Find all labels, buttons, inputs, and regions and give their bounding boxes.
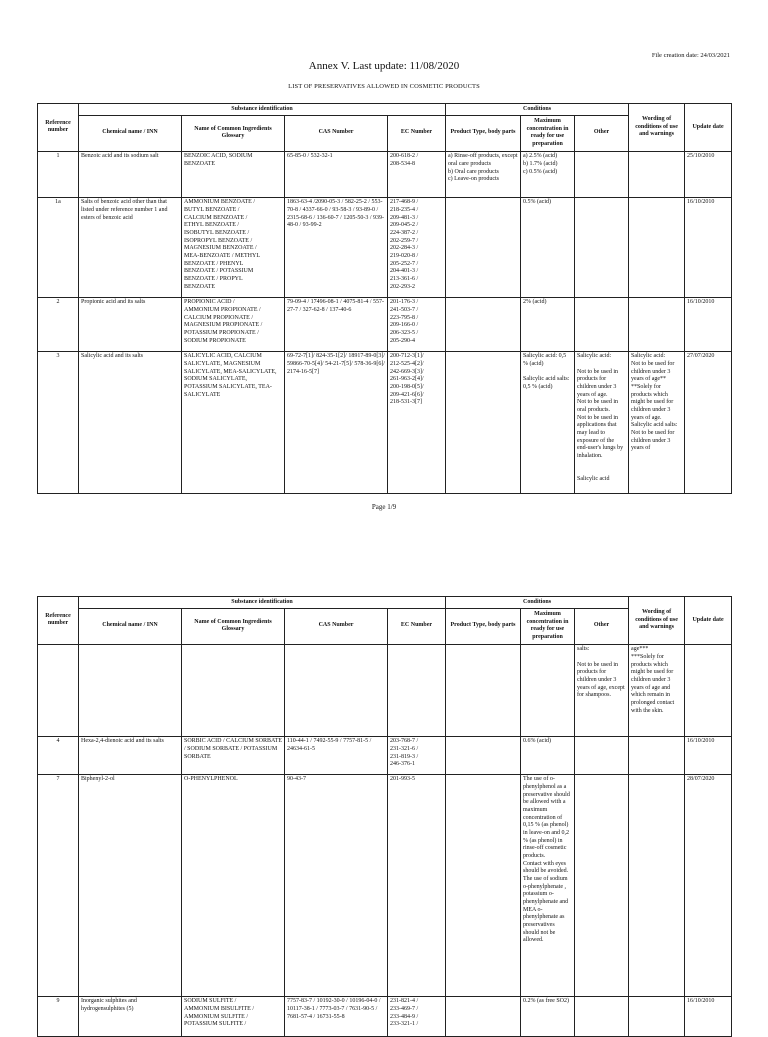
cell-product [446,644,521,736]
group-header-conditions: Conditions [446,104,629,116]
file-creation-date: File creation date: 24/03/2021 [651,52,730,59]
cell-chem: Inorganic sulphites and hydrogensulphites (5) [79,996,182,1036]
cell-ec: 203-768-7 / 231-321-6 / 231-819-3 / 246-376-1 [388,736,446,774]
cell-ref: 9 [38,996,79,1036]
table-row [38,297,732,351]
col-header-update: Update date [685,597,732,645]
cell-update: 28/07/2020 [685,774,732,996]
cell-product [446,736,521,774]
cell-cas: 1863-63-4 /2090-05-3 / 582-25-2 / 553-70-8 / 4337-66-0 / 93-58-3 / 93-89-0 / 2315-68-6 / 136-60-7 / 1205-50-3 / 939-48-0 / 93-99-2 [285,197,388,297]
cell-wording [629,774,685,996]
cell-glossary: SODIUM SULFITE / AMMONIUM BISULFITE / AMMONIUM SULFITE / POTASSIUM SULFITE / [182,996,285,1036]
cell-maxconc: 0.2% (as free SO2) [521,996,575,1036]
cell-ec: 200-618-2 / 208-534-8 [388,151,446,197]
cell-ref [38,644,79,736]
cell-chem [79,644,182,736]
cell-glossary: O-PHENYLPHENOL [182,774,285,996]
cell-update: 16/10/2010 [685,197,732,297]
cell-other: Salicylic acid: Not to be used in products for children under 3 years of age. Not to be used in oral products. Not to be used in applications that may lead to exposure of the end-user's lungs by inhalation. Salicylic acid [575,351,629,493]
cell-wording [629,297,685,351]
cell-ref: 4 [38,736,79,774]
col-header-ec: EC Number [388,608,446,644]
cell-wording [629,151,685,197]
cell-other [575,736,629,774]
cell-chem: Propionic acid and its salts [79,297,182,351]
col-header-wording: Wording of conditions of use and warnings [629,104,685,152]
cell-ec [388,644,446,736]
col-header-product: Product Type, body parts [446,608,521,644]
col-header-other: Other [575,608,629,644]
cell-ref: 7 [38,774,79,996]
table-row [38,151,732,197]
col-header-maxconc: Maximum concentration in ready for use preparation [521,115,575,151]
table-row [38,774,732,996]
cell-maxconc [521,644,575,736]
col-header-ref: Reference number [38,597,79,645]
cell-ec: 201-176-3 / 241-503-7 / 223-795-8 / 209-166-0 / 206-323-5 / 205-290-4 [388,297,446,351]
cell-cas: 7757-83-7 / 10192-30-0 / 10196-04-0 / 10117-38-1 / 7773-03-7 / 7631-90-5 / 7681-57-4 / 16731-55-8 [285,996,388,1036]
cell-cas: 79-09-4 / 17496-08-1 / 4075-81-4 / 557-27-7 / 327-62-8 / 137-40-6 [285,297,388,351]
cell-wording: age*** ***Solely for products which might be used for children under 3 years of age and which remain in prolonged contact with the skin. [629,644,685,736]
cell-maxconc: 0.6% (acid) [521,736,575,774]
cell-product [446,774,521,996]
cell-maxconc: 2% (acid) [521,297,575,351]
cell-cas: 69-72-7[1]/ 824-35-1[2]/ 18917-89-0[3]/ 59866-70-5[4]/ 54-21-7[5]/ 578-36-9[6]/ 2174-16-5[7] [285,351,388,493]
col-header-product: Product Type, body parts [446,115,521,151]
col-header-maxconc: Maximum concentration in ready for use preparation [521,608,575,644]
cell-update: 16/10/2010 [685,996,732,1036]
cell-cas: 110-44-1 / 7492-55-9 / 7757-81-5 / 24634-61-5 [285,736,388,774]
cell-cas: 90-43-7 [285,774,388,996]
col-header-cas: CAS Number [285,608,388,644]
cell-ec: 231-821-4 / 233-469-7 / 233-484-9 / 233-321-1 / [388,996,446,1036]
col-header-chem: Chemical name / INN [79,115,182,151]
preservatives-table-page-1 [37,103,732,494]
group-header-substance: Substance identification [79,104,446,116]
cell-glossary [182,644,285,736]
col-header-glossary: Name of Common Ingredients Glossary [182,608,285,644]
preservatives-table-page-2 [37,596,732,1037]
col-header-glossary: Name of Common Ingredients Glossary [182,115,285,151]
list-title: LIST OF PRESERVATIVES ALLOWED IN COSMETIC PRODUCTS [288,83,480,90]
cell-maxconc: 0.5% (acid) [521,197,575,297]
group-header-conditions: Conditions [446,597,629,609]
cell-wording: Salicylic acid: Not to be used for children under 3 years of age** **Solely for products which might be used for children under 3 years of age. Salicylic acid salts: Not to be used for children under 3 years of [629,351,685,493]
cell-ref: 3 [38,351,79,493]
cell-chem: Salicylic acid and its salts [79,351,182,493]
cell-update: 27/07/2020 [685,351,732,493]
cell-cas: 65-85-0 / 532-32-1 [285,151,388,197]
cell-other: salts: Not to be used in products for children under 3 years of age, except for shampoos. [575,644,629,736]
group-header-substance: Substance identification [79,597,446,609]
cell-update: 16/10/2010 [685,736,732,774]
cell-ec: 200-712-3[1]/ 212-525-4[2]/ 242-669-3[3]/ 261-963-2[4]/ 200-198-0[5]/ 209-421-6[6]/ 218-531-3[7] [388,351,446,493]
cell-maxconc: The use of o-phenylphenol as a preservative should be allowed with a maximum concentration of 0,15 % (as phenol) in leave-on and 0,2 % (as phenol) in rinse-off cosmetic products. Contact with eyes should be avoided. The use of sodium o-phenylphenate , potassium o-phenylphenate and MEA o-phenylphenate as preservatives should not be allowed. [521,774,575,996]
cell-ec: 217-468-9 / 218-235-4 / 209-481-3 / 209-045-2 / 224-387-2 / 202-259-7 / 202-284-3 / 219-020-8 / 205-252-7 / 204-401-3 / 213-361-6 / 202-293-2 [388,197,446,297]
table-row [38,197,732,297]
table-row [38,644,732,736]
cell-ref: 2 [38,297,79,351]
table-row [38,996,732,1036]
col-header-update: Update date [685,104,732,152]
cell-other [575,197,629,297]
cell-chem: Salts of benzoic acid other than that listed under reference number 1 and esters of benzoic acid [79,197,182,297]
col-header-other: Other [575,115,629,151]
cell-wording [629,736,685,774]
cell-product [446,996,521,1036]
col-header-ec: EC Number [388,115,446,151]
table-row [38,736,732,774]
cell-chem: Biphenyl-2-ol [79,774,182,996]
cell-maxconc: Salicylic acid: 0,5 % (acid) Salicylic acid salts: 0,5 % (acid) [521,351,575,493]
cell-other [575,996,629,1036]
col-header-ref: Reference number [38,104,79,152]
cell-update: 16/10/2010 [685,297,732,351]
cell-wording [629,197,685,297]
cell-glossary: PROPIONIC ACID / AMMONIUM PROPIONATE / CALCIUM PROPIONATE / MAGNESIUM PROPIONATE / POTASSIUM PROPIONATE / SODIUM PROPIONATE [182,297,285,351]
cell-ref: 1 [38,151,79,197]
annex-title: Annex V. Last update: 11/08/2020 [308,60,460,72]
col-header-chem: Chemical name / INN [79,608,182,644]
cell-update: 25/10/2010 [685,151,732,197]
cell-ec: 201-993-5 [388,774,446,996]
page-number: Page 1/9 [371,503,397,511]
cell-product [446,297,521,351]
cell-product: a) Rinse-off products, except oral care products b) Oral care products c) Leave-on products [446,151,521,197]
table-row [38,351,732,493]
cell-other [575,297,629,351]
cell-glossary: SALICYLIC ACID, CALCIUM SALICYLATE, MAGNESIUM SALICYLATE, MEA-SALICYLATE, SODIUM SALICYLATE, POTASSIUM SALICYLATE, TEA-SALICYLATE [182,351,285,493]
cell-cas [285,644,388,736]
cell-chem: Benzoic acid and its sodium salt [79,151,182,197]
cell-ref: 1a [38,197,79,297]
col-header-wording: Wording of conditions of use and warnings [629,597,685,645]
col-header-cas: CAS Number [285,115,388,151]
cell-glossary: SORBIC ACID / CALCIUM SORBATE / SODIUM SORBATE / POTASSIUM SORBATE [182,736,285,774]
cell-maxconc: a) 2.5% (acid) b) 1.7% (acid) c) 0.5% (acid) [521,151,575,197]
cell-other [575,151,629,197]
cell-wording [629,996,685,1036]
cell-glossary: BENZOIC ACID, SODIUM BENZOATE [182,151,285,197]
cell-other [575,774,629,996]
cell-chem: Hexa-2,4-dienoic acid and its salts [79,736,182,774]
cell-product [446,351,521,493]
cell-update [685,644,732,736]
cell-product [446,197,521,297]
cell-glossary: AMMONIUM BENZOATE / BUTYL BENZOATE / CALCIUM BENZOATE / ETHYL BENZOATE / ISOBUTYL BENZOATE / ISOPROPYL BENZOATE / MAGNESIUM BENZOATE / MEA-BENZOATE / METHYL BENZOATE / PHENYL BENZOATE / POTASSIUM BENZOATE / PROPYL BENZOATE [182,197,285,297]
